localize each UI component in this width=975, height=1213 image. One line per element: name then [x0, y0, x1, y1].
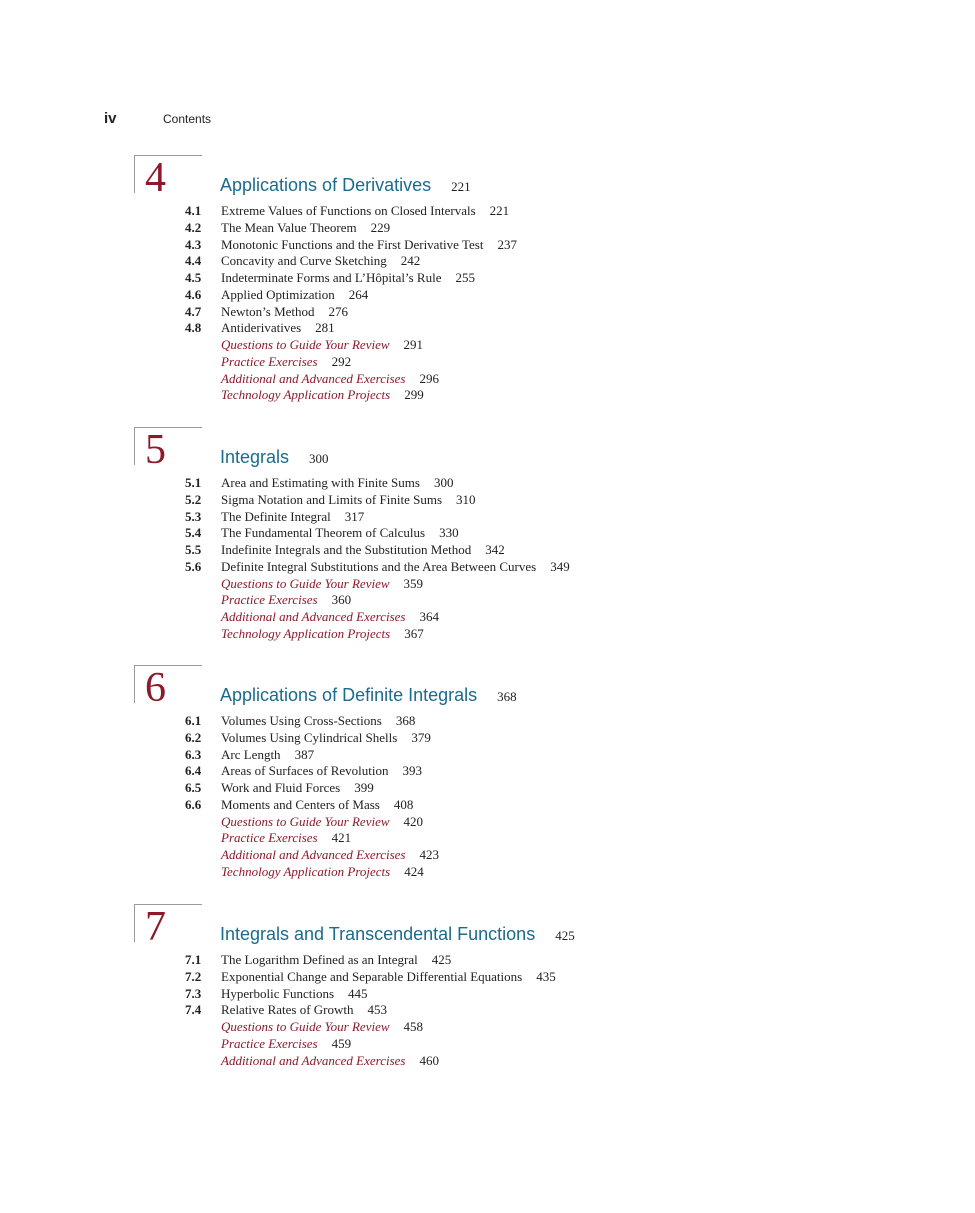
- section-entry: [0, 237, 975, 254]
- chapter-number-box: [134, 904, 202, 950]
- section-entry: [0, 747, 975, 764]
- section-page-number: 360: [331, 592, 352, 608]
- review-entry: [0, 1036, 975, 1053]
- review-entry: [0, 864, 975, 881]
- section-entry: [0, 797, 975, 814]
- section-entry: [0, 525, 975, 542]
- section-page-number: 421: [331, 830, 352, 846]
- section-page-number: 281: [315, 320, 335, 336]
- section-page-number: 299: [404, 387, 424, 403]
- chapter-number-box: [134, 427, 202, 473]
- review-entry: [0, 371, 975, 388]
- section-title: Monotonic Functions and the First Derivative Test: [221, 236, 484, 252]
- section-list: [0, 952, 975, 1069]
- section-title: Extreme Values of Functions on Closed Intervals: [221, 203, 476, 218]
- section-page-number: 310: [456, 491, 476, 507]
- section-title: Additional and Advanced Exercises: [221, 609, 406, 624]
- section-title-line: [221, 371, 439, 387]
- section-page-number: 255: [455, 270, 475, 285]
- section-title: The Definite Integral: [221, 508, 331, 524]
- chapter-heading: [220, 175, 471, 196]
- section-page-number: 435: [536, 968, 556, 984]
- review-entry: [0, 387, 975, 404]
- section-title-line: [221, 270, 475, 286]
- section-title-line: [221, 847, 439, 863]
- section-number: 5.5: [185, 542, 202, 557]
- section-number: 6.4: [185, 763, 202, 779]
- running-head: Contents: [163, 112, 212, 126]
- section-entry: [0, 730, 975, 747]
- section-entry: [0, 492, 975, 509]
- section-title: Sigma Notation and Limits of Finite Sums: [221, 491, 442, 507]
- section-page-number: 379: [411, 729, 431, 745]
- section-title: Practice Exercises: [221, 1035, 318, 1051]
- chapter-number-box: [134, 155, 202, 201]
- section-number: 7.2: [185, 968, 202, 984]
- section-entry: [0, 763, 975, 780]
- section-title: Additional and Advanced Exercises: [221, 847, 406, 862]
- section-page-number: 408: [393, 796, 414, 812]
- section-title-line: [221, 475, 453, 491]
- chapter-page-number: 300: [309, 451, 329, 466]
- section-title-line: [221, 986, 368, 1002]
- section-entry: [0, 475, 975, 492]
- section-title-line: [221, 559, 570, 575]
- section-list: [0, 713, 975, 881]
- chapter-page-number: 368: [497, 689, 517, 704]
- section-page-number: 420: [403, 813, 424, 829]
- chapter-heading: [220, 447, 329, 468]
- review-entry: [0, 830, 975, 847]
- section-title-line: [221, 763, 422, 779]
- section-entry: [0, 320, 975, 337]
- section-number: 4.7: [185, 303, 202, 319]
- section-title: Volumes Using Cross-Sections: [221, 713, 382, 728]
- section-title: Technology Application Projects: [221, 625, 391, 641]
- section-page-number: 393: [402, 763, 423, 779]
- section-page-number: 291: [403, 337, 424, 352]
- section-title: Definite Integral Substitutions and the Area Between Curves: [221, 558, 537, 574]
- section-number: 5.4: [185, 525, 202, 541]
- review-entry: [0, 592, 975, 609]
- section-title-line: [221, 592, 351, 608]
- section-page-number: 242: [400, 253, 421, 269]
- section-entry: [0, 509, 975, 526]
- section-title: The Logarithm Defined as an Integral: [221, 952, 418, 967]
- section-title: Area and Estimating with Finite Sums: [221, 475, 420, 490]
- section-page-number: 387: [294, 746, 315, 762]
- section-page-number: 367: [404, 625, 424, 641]
- section-number: 5.1: [185, 475, 202, 490]
- section-title: Additional and Advanced Exercises: [221, 370, 406, 386]
- section-title: Volumes Using Cylindrical Shells: [221, 729, 398, 745]
- section-page-number: 368: [395, 713, 416, 728]
- section-entry: [0, 952, 975, 969]
- section-title: Practice Exercises: [221, 592, 318, 608]
- review-entry: [0, 337, 975, 354]
- section-number: 6.5: [185, 780, 202, 795]
- section-title: Questions to Guide Your Review: [221, 575, 390, 591]
- section-title: The Fundamental Theorem of Calculus: [221, 525, 426, 541]
- section-number: 4.6: [185, 286, 202, 302]
- review-entry: [0, 847, 975, 864]
- chapter-number: 5: [145, 427, 166, 473]
- section-title-line: [221, 1002, 387, 1018]
- section-page-number: 423: [419, 847, 439, 862]
- section-number: 4.3: [185, 236, 202, 252]
- section-page-number: 445: [348, 985, 368, 1001]
- section-title-line: [221, 220, 390, 236]
- section-page-number: 364: [419, 609, 439, 624]
- section-number: 4.1: [185, 203, 202, 218]
- section-title-line: [221, 780, 374, 796]
- section-page-number: 349: [550, 558, 570, 574]
- section-title: Areas of Surfaces of Revolution: [221, 763, 389, 779]
- section-title-line: [221, 253, 420, 269]
- section-page-number: 459: [331, 1035, 352, 1051]
- chapter-number-box: [134, 665, 202, 711]
- section-title: Practice Exercises: [221, 353, 318, 369]
- section-number: 5.2: [185, 491, 202, 507]
- section-title: Concavity and Curve Sketching: [221, 253, 387, 269]
- section-title: The Mean Value Theorem: [221, 219, 357, 235]
- section-title: Questions to Guide Your Review: [221, 337, 390, 352]
- section-number: 7.3: [185, 985, 202, 1001]
- section-entry: [0, 203, 975, 220]
- review-entry: [0, 576, 975, 593]
- section-title-line: [221, 542, 505, 558]
- section-title-line: [221, 387, 424, 403]
- section-title-line: [221, 203, 509, 219]
- section-title-line: [221, 626, 424, 642]
- review-entry: [0, 626, 975, 643]
- section-number: 4.2: [185, 219, 202, 235]
- section-page-number: 264: [348, 286, 369, 302]
- section-number: 4.8: [185, 320, 202, 336]
- section-page-number: 342: [485, 542, 505, 557]
- section-entry: [0, 542, 975, 559]
- section-entry: [0, 304, 975, 321]
- section-page-number: 359: [403, 575, 424, 591]
- chapter-title: Applications of Definite Integrals: [220, 685, 478, 705]
- section-entry: [0, 969, 975, 986]
- section-title: Relative Rates of Growth: [221, 1002, 354, 1018]
- section-number: 6.1: [185, 713, 202, 728]
- section-title-line: [221, 1053, 439, 1069]
- section-title-line: [221, 304, 348, 320]
- chapter-title: Integrals and Transcendental Functions: [220, 924, 536, 944]
- section-number: 6.3: [185, 746, 202, 762]
- section-title-line: [221, 354, 351, 370]
- section-title: Newton’s Method: [221, 303, 315, 319]
- section-title-line: [221, 492, 476, 508]
- chapter-page-number: 425: [555, 928, 575, 943]
- section-title-line: [221, 509, 364, 525]
- section-title: Technology Application Projects: [221, 387, 391, 403]
- section-entry: [0, 713, 975, 730]
- section-page-number: 330: [439, 525, 459, 541]
- section-title-line: [221, 864, 424, 880]
- section-entry: [0, 780, 975, 797]
- section-title: Indeterminate Forms and L’Hôpital’s Rule: [221, 270, 442, 285]
- section-number: 7.4: [185, 1002, 202, 1018]
- chapter-number: 6: [145, 665, 166, 711]
- section-title: Moments and Centers of Mass: [221, 796, 380, 812]
- section-title: Work and Fluid Forces: [221, 780, 341, 795]
- section-title-line: [221, 830, 351, 846]
- section-page-number: 453: [367, 1002, 387, 1018]
- section-page-number: 292: [331, 353, 352, 369]
- section-number: 7.1: [185, 952, 202, 967]
- chapter-title: Integrals: [220, 447, 290, 467]
- chapter-number: 4: [145, 155, 166, 201]
- chapter-heading: [220, 685, 517, 706]
- section-page-number: 300: [433, 475, 454, 490]
- section-page-number: 229: [370, 219, 391, 235]
- section-title-line: [221, 337, 423, 353]
- section-title: Questions to Guide Your Review: [221, 813, 390, 829]
- section-title-line: [221, 1036, 351, 1052]
- section-title-line: [221, 287, 368, 303]
- section-number: 5.6: [185, 558, 202, 574]
- chapter-page-number: 221: [451, 179, 471, 194]
- section-title-line: [221, 814, 423, 830]
- chapter-title: Applications of Derivatives: [220, 175, 432, 195]
- section-title: Exponential Change and Separable Differential Equations: [221, 968, 523, 984]
- section-title-line: [221, 1019, 423, 1035]
- section-title-line: [221, 713, 415, 729]
- section-title-line: [221, 237, 517, 253]
- section-entry: [0, 270, 975, 287]
- section-page-number: 458: [403, 1019, 424, 1034]
- section-title-line: [221, 320, 335, 336]
- section-title: Additional and Advanced Exercises: [221, 1052, 406, 1068]
- review-entry: [0, 1053, 975, 1070]
- section-entry: [0, 559, 975, 576]
- review-entry: [0, 354, 975, 371]
- section-number: 6.6: [185, 796, 202, 812]
- review-entry: [0, 814, 975, 831]
- section-entry: [0, 287, 975, 304]
- section-page-number: 276: [328, 303, 349, 319]
- section-page-number: 425: [431, 952, 452, 967]
- section-title-line: [221, 969, 556, 985]
- section-page-number: 237: [497, 236, 517, 252]
- chapter-number: 7: [145, 904, 166, 950]
- section-page-number: 424: [404, 863, 424, 879]
- section-title-line: [221, 730, 431, 746]
- section-title: Antiderivatives: [221, 320, 302, 336]
- section-entry: [0, 986, 975, 1003]
- chapter-heading: [220, 924, 575, 945]
- section-title: Questions to Guide Your Review: [221, 1019, 390, 1034]
- section-entry: [0, 220, 975, 237]
- section-page-number: 399: [354, 780, 374, 795]
- section-title: Technology Application Projects: [221, 863, 391, 879]
- section-list: [0, 203, 975, 404]
- section-title: Hyperbolic Functions: [221, 985, 335, 1001]
- section-title: Arc Length: [221, 746, 281, 762]
- section-title-line: [221, 576, 423, 592]
- review-entry: [0, 1019, 975, 1036]
- page-number: iv: [104, 110, 117, 127]
- section-title: Applied Optimization: [221, 286, 335, 302]
- section-title-line: [221, 609, 439, 625]
- section-number: 6.2: [185, 729, 202, 745]
- section-title-line: [221, 797, 413, 813]
- section-list: [0, 475, 975, 643]
- section-page-number: 296: [419, 370, 439, 386]
- section-entry: [0, 1002, 975, 1019]
- section-number: 4.5: [185, 270, 202, 285]
- section-page-number: 221: [489, 203, 510, 218]
- section-page-number: 317: [344, 508, 365, 524]
- section-title-line: [221, 952, 451, 968]
- section-title-line: [221, 747, 314, 763]
- section-page-number: 460: [419, 1052, 439, 1068]
- section-number: 5.3: [185, 508, 202, 524]
- review-entry: [0, 609, 975, 626]
- section-title-line: [221, 525, 459, 541]
- section-title: Practice Exercises: [221, 830, 318, 846]
- section-number: 4.4: [185, 253, 202, 269]
- section-title: Indefinite Integrals and the Substitution Method: [221, 542, 472, 557]
- section-entry: [0, 253, 975, 270]
